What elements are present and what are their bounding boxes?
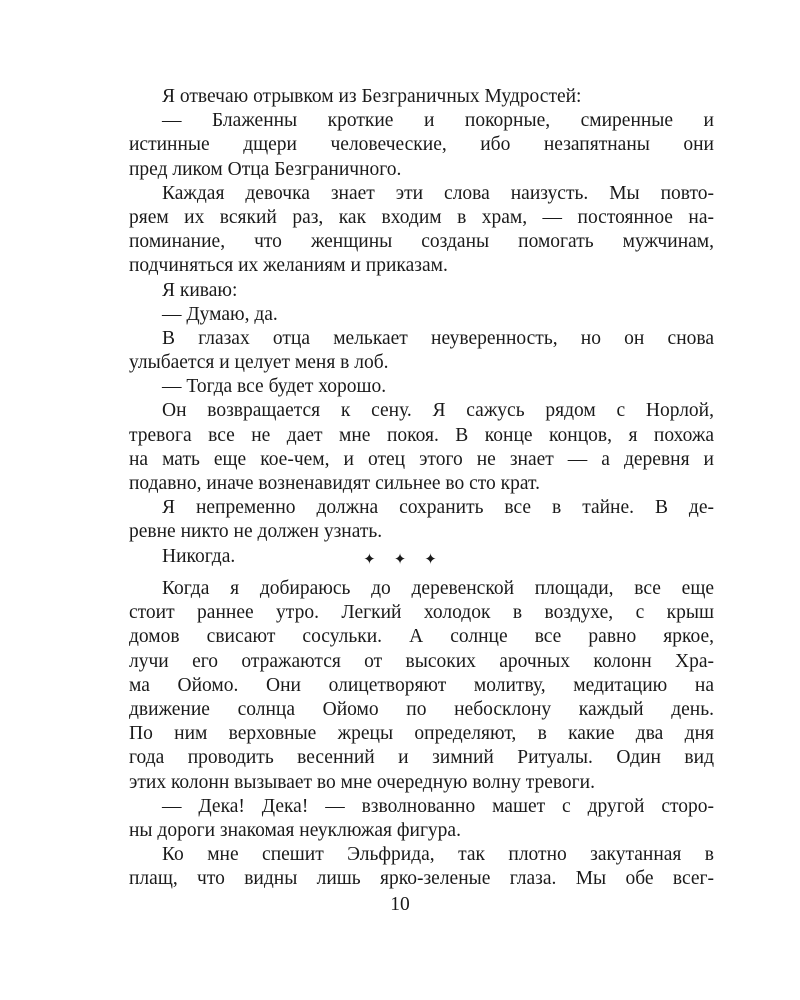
star-ornament-icon: ✦: [393, 552, 407, 568]
text-line: этих колонн вызывает во мне очередную волну тревоги.: [129, 771, 595, 793]
text-line: стоит раннее утро. Легкий холодок в воздухе, с крыш: [129, 602, 714, 624]
star-ornament-icon: ✦: [363, 552, 376, 568]
section-break-ornament: [0, 548, 800, 572]
text-line: — Тогда все будет хорошо.: [162, 376, 387, 398]
text-line: Никогда.: [162, 545, 236, 567]
star-ornament-icon: ✦: [424, 552, 437, 568]
text-line: ряем их всякий раз, как входим в храм, — постоянное на-: [129, 206, 714, 228]
text-line: Я непременно должна сохранить все в тайне. В де-: [162, 497, 714, 519]
text-line: Он возвращается к сену. Я сажусь рядом с Норлой,: [162, 400, 714, 422]
text-line: на мать еще кое-чем, и отец этого не знает — а деревня и: [129, 448, 714, 470]
text-line: пред ликом Отца Безграничного.: [129, 158, 402, 180]
text-line: плащ, что видны лишь ярко-зеленые глаза. Мы обе всег-: [129, 868, 714, 890]
text-line: — Думаю, да.: [162, 303, 278, 325]
body-text-bottom: [129, 577, 714, 891]
text-line: истинные дщери человеческие, ибо незапятнаны они: [129, 134, 714, 156]
text-line: ны дороги знакомая неуклюжая фигура.: [129, 819, 461, 841]
text-line: Я отвечаю отрывком из Безграничных Мудростей:: [162, 86, 582, 107]
text-line: поминание, что женщины созданы помогать мужчинам,: [129, 231, 714, 253]
text-line: лучи его отражаются от высоких арочных колонн Хра-: [129, 650, 714, 672]
text-line: ревне никто не должен узнать.: [129, 521, 383, 543]
page-number: 10: [390, 894, 410, 915]
text-line: ма Ойомо. Они олицетворяют молитву, медитацию на: [129, 674, 714, 696]
text-line: года проводить весенний и зимний Ритуалы. Один вид: [129, 747, 714, 769]
text-line: домов свисают сосульки. А солнце все равно яркое,: [129, 626, 714, 648]
text-line: движение солнца Ойомо по небосклону каждый день.: [129, 698, 714, 720]
text-line: Каждая девочка знает эти слова наизусть. Мы повто-: [162, 182, 714, 204]
text-line: тревога все не дает мне покоя. В конце концов, я похожа: [129, 424, 714, 446]
text-line: — Блаженны кроткие и покорные, смиренные и: [162, 110, 714, 132]
text-line: В глазах отца мелькает неуверенность, но он снова: [162, 327, 714, 349]
text-line: подчиняться их желаниям и приказам.: [129, 255, 448, 277]
text-line: По ним верховные жрецы определяют, в какие два дня: [129, 723, 714, 745]
text-line: Когда я добираюсь до деревенской площади, все еще: [162, 578, 714, 599]
text-line: улыбается и целует меня в лоб.: [129, 352, 389, 374]
text-line: подавно, иначе возненавидят сильнее во сто крат.: [129, 473, 540, 494]
text-line: Я киваю:: [162, 279, 238, 301]
body-text-top: [129, 85, 714, 569]
text-line: — Дека! Дека! — взволнованно машет с другой сторо-: [162, 795, 714, 817]
text-line: Ко мне спешит Эльфрида, так плотно закутанная в: [162, 844, 714, 866]
